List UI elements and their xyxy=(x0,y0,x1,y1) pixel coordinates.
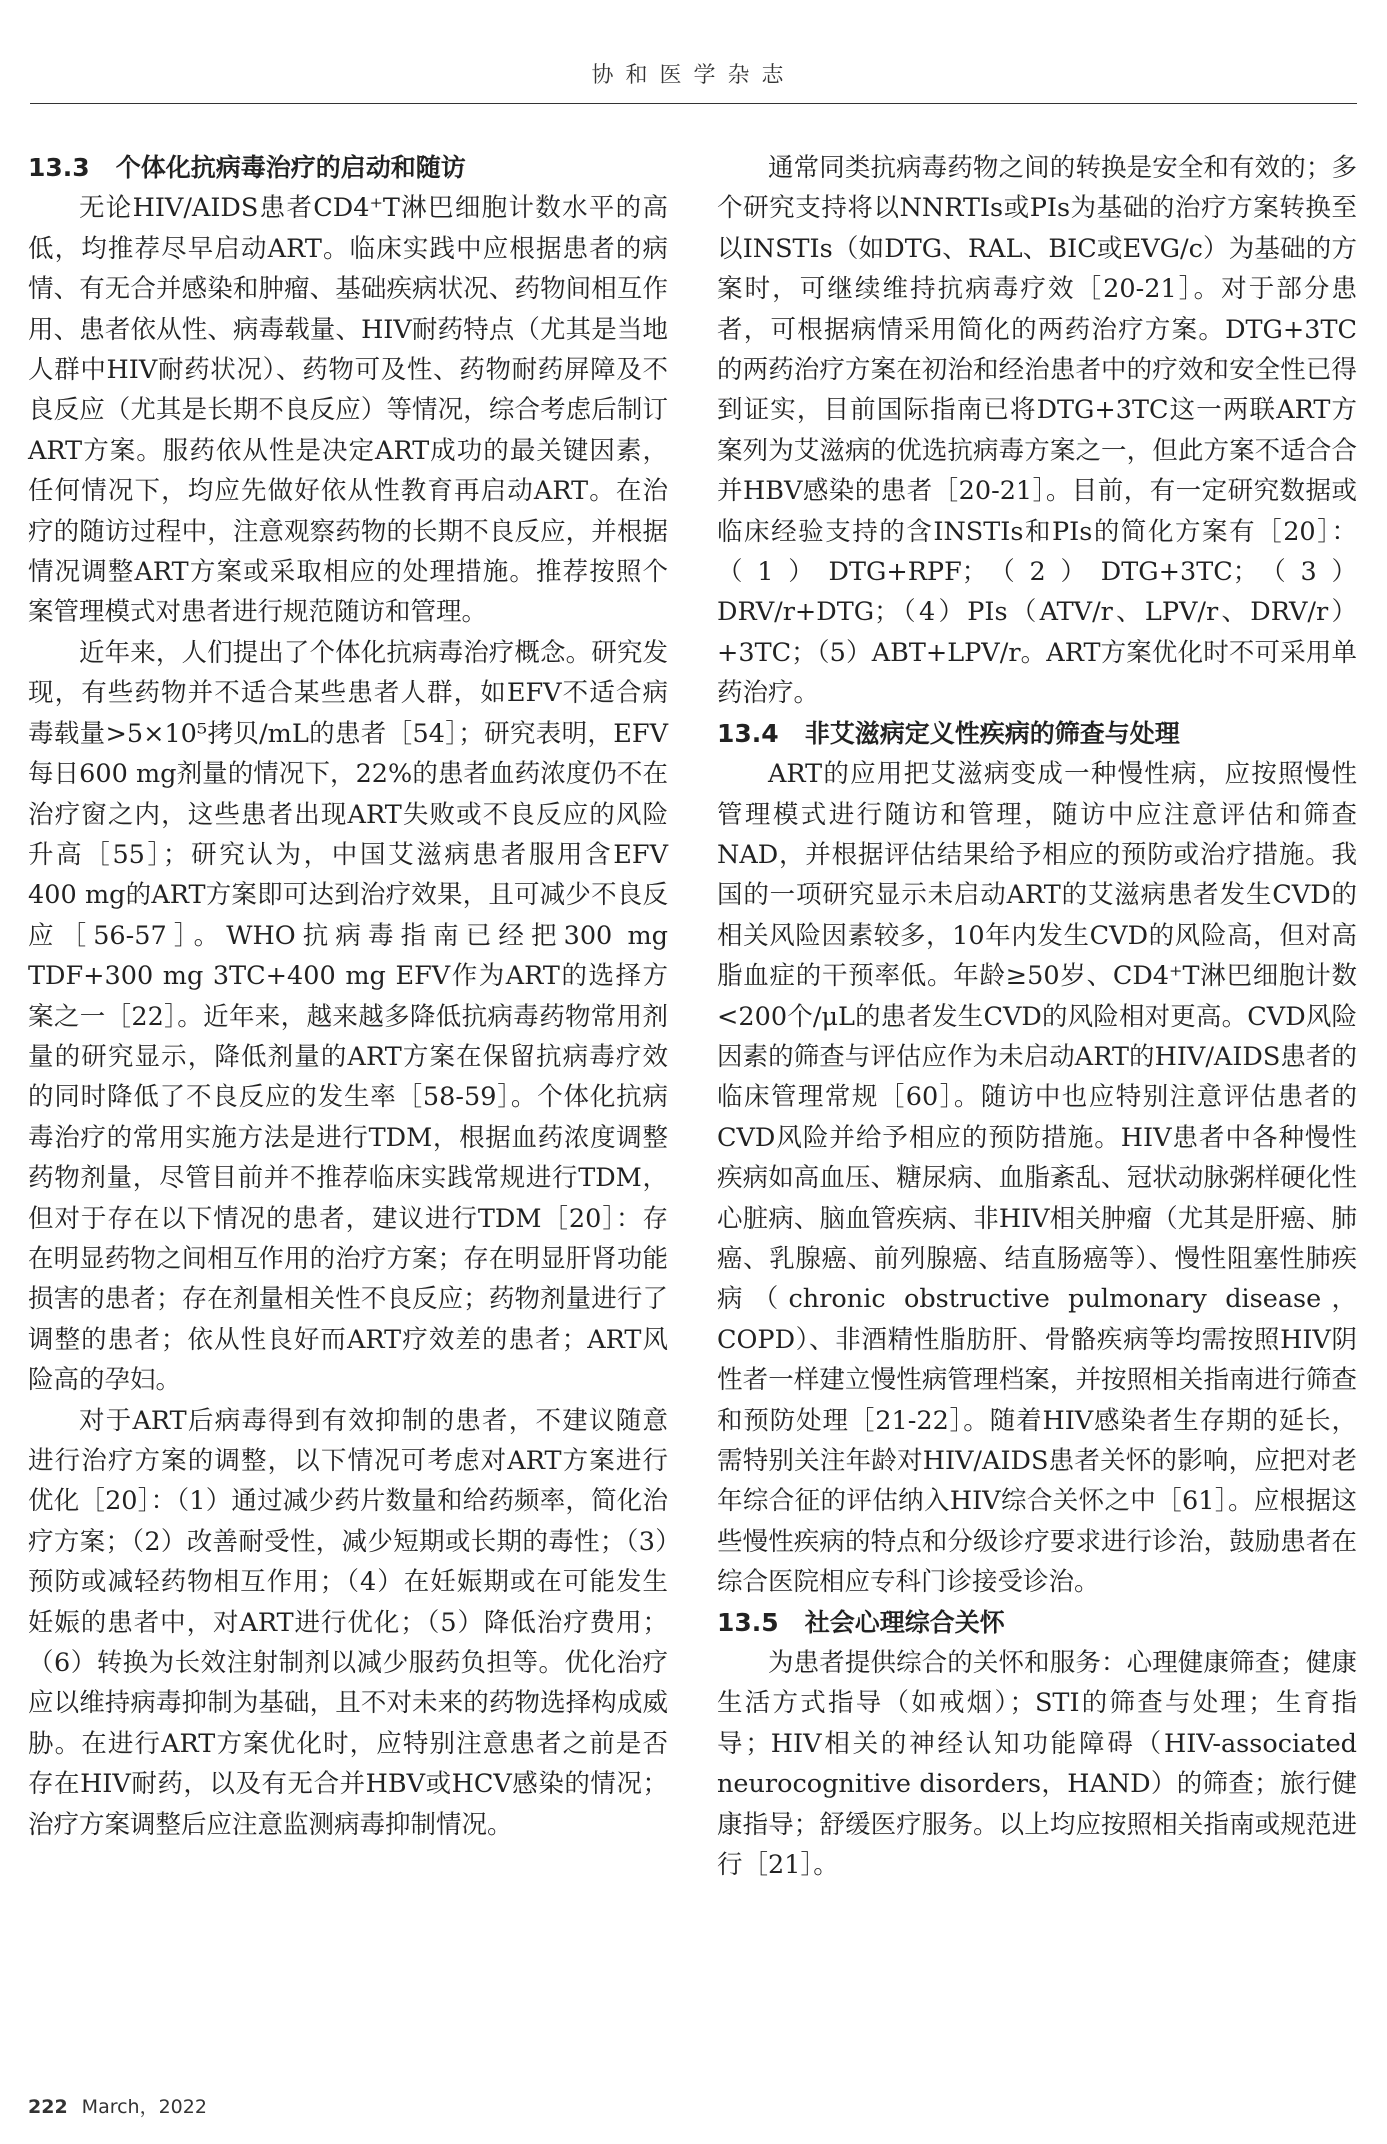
section-number: 13.3 xyxy=(28,153,90,182)
journal-title: 协和医学杂志 xyxy=(591,63,796,88)
paragraph: 无论HIV/AIDS患者CD4⁺T淋巴细胞计数水平的高低，均推荐尽早启动ART。临床实践中应根据患者的病情、有无合并感染和肿瘤、基础疾病状况、药物间相互作用、患者依从性、病毒载量、HIV耐药特点（尤其是当地人群中HIV耐药状况）、药物可及性、药物耐药屏障及不良反应（尤其是长期不良反应）等情况，综合考虑后制订ART方案。服药依从性是决定ART成功的最关键因素，任何情况下，均应先做好依从性教育再启动ART。在治疗的随访过程中，注意观察药物的长期不良反应，并根据情况调整ART方案或采取相应的处理措施。推荐按照个案管理模式对患者进行规范随访和管理。 xyxy=(28,193,668,628)
section-heading xyxy=(717,714,1357,754)
page-number: 222 xyxy=(28,2096,68,2118)
right-column xyxy=(717,148,1357,1885)
section-title: 社会心理综合关怀 xyxy=(804,1607,1005,1637)
section-title: 非艾滋病定义性疾病的筛查与处理 xyxy=(804,718,1180,748)
section-heading xyxy=(717,1603,1357,1643)
page-header xyxy=(30,0,1357,104)
left-column xyxy=(28,148,668,1845)
page-footer xyxy=(28,2092,207,2119)
section-heading xyxy=(28,148,668,188)
paragraph: ART的应用把艾滋病变成一种慢性病，应按照慢性管理模式进行随访和管理，随访中应注意评估和筛查NAD，并根据评估结果给予相应的预防或治疗措施。我国的一项研究显示未启动ART的艾滋病患者发生CVD的相关风险因素较多，10年内发生CVD的风险高，但对高脂血症的干预率低。年龄≥50岁、CD4⁺T淋巴细胞计数<200个/μL的患者发生CVD的风险相对更高。CVD风险因素的筛查与评估应作为未启动ART的HIV/AIDS患者的临床管理常规［60］。随访中也应特别注意评估患者的CVD风险并给予相应的预防措施。HIV患者中各种慢性疾病如高血压、糖尿病、血脂紊乱、冠状动脉粥样硬化性心脏病、脑血管疾病、非HIV相关肿瘤（尤其是肝癌、肺癌、乳腺癌、前列腺癌、结直肠癌等）、慢性阻塞性肺疾病（chronic obstructive pulmonary disease，COPD）、非酒精性脂肪肝、骨骼疾病等均需按照HIV阴性者一样建立慢性病管理档案，并按照相关指南进行筛查和预防处理［21-22］。随着HIV感染者生存期的延长，需特别关注年龄对HIV/AIDS患者关怀的影响，应把对老年综合征的评估纳入HIV综合关怀之中［61］。应根据这些慢性疾病的特点和分级诊疗要求进行诊治，鼓励患者在综合医院相应专科门诊接受诊治。 xyxy=(717,759,1357,1598)
section-number: 13.4 xyxy=(717,718,779,748)
section-number: 13.5 xyxy=(717,1607,779,1637)
issue-date: March，2022 xyxy=(81,2096,207,2118)
section-title: 个体化抗病毒治疗的启动和随访 xyxy=(115,153,466,182)
paragraph: 通常同类抗病毒药物之间的转换是安全和有效的；多个研究支持将以NNRTIs或PIs为基础的治疗方案转换至以INSTIs（如DTG、RAL、BIC或EVG/c）为基础的方案时，可继续维持抗病毒疗效［20-21］。对于部分患者，可根据病情采用简化的两药治疗方案。DTG+3TC的两药治疗方案在初治和经治患者中的疗效和安全性已得到证实，目前国际指南已将DTG+3TC这一两联ART方案列为艾滋病的优选抗病毒方案之一，但此方案不适合合并HBV感染的患者［20-21］。目前，有一定研究数据或临床经验支持的含INSTIs和PIs的简化方案有［20］：（1）DTG+RPF；（2）DTG+3TC；（3）DRV/r+DTG；（4）PIs（ATV/r、LPV/r、DRV/r）+3TC；（5）ABT+LPV/r。ART方案优化时不可采用单药治疗。 xyxy=(717,153,1357,709)
paragraph: 为患者提供综合的关怀和服务：心理健康筛查；健康生活方式指导（如戒烟）；STI的筛查与处理；生育指导；HIV相关的神经认知功能障碍（HIV-associated neurocognitive disorders，HAND）的筛查；旅行健康指导；舒缓医疗服务。以上均应按照相关指南或规范进行［21］。 xyxy=(717,1648,1357,1881)
paragraph: 对于ART后病毒得到有效抑制的患者，不建议随意进行治疗方案的调整，以下情况可考虑对ART方案进行优化［20］：（1）通过减少药片数量和给药频率，简化治疗方案；（2）改善耐受性，减少短期或长期的毒性；（3）预防或减轻药物相互作用；（4）在妊娠期或在可能发生妊娠的患者中，对ART进行优化；（5）降低治疗费用；（6）转换为长效注射制剂以减少服药负担等。优化治疗应以维持病毒抑制为基础，且不对未来的药物选择构成威胁。在进行ART方案优化时，应特别注意患者之前是否存在HIV耐药，以及有无合并HBV或HCV感染的情况；治疗方案调整后应注意监测病毒抑制情况。 xyxy=(28,1405,668,1840)
paragraph: 近年来，人们提出了个体化抗病毒治疗概念。研究发现，有些药物并不适合某些患者人群，如EFV不适合病毒载量>5×10⁵拷贝/mL的患者［54］；研究表明，EFV每日600 mg剂量的情况下，22%的患者血药浓度仍不在治疗窗之内，这些患者出现ART失败或不良反应的风险升高［55］；研究认为，中国艾滋病患者服用含EFV 400 mg的ART方案即可达到治疗效果，且可减少不良反应［56-57］。WHO抗病毒指南已经把300 mg TDF+300 mg 3TC+400 mg EFV作为ART的选择方案之一［22］。近年来，越来越多降低抗病毒药物常用剂量的研究显示，降低剂量的ART方案在保留抗病毒疗效的同时降低了不良反应的发生率［58-59］。个体化抗病毒治疗的常用实施方法是进行TDM，根据血药浓度调整药物剂量，尽管目前并不推荐临床实践常规进行TDM，但对于存在以下情况的患者，建议进行TDM［20］：存在明显药物之间相互作用的治疗方案；存在明显肝肾功能损害的患者；存在剂量相关性不良反应；药物剂量进行了调整的患者；依从性良好而ART疗效差的患者；ART风险高的孕妇。 xyxy=(28,637,668,1396)
